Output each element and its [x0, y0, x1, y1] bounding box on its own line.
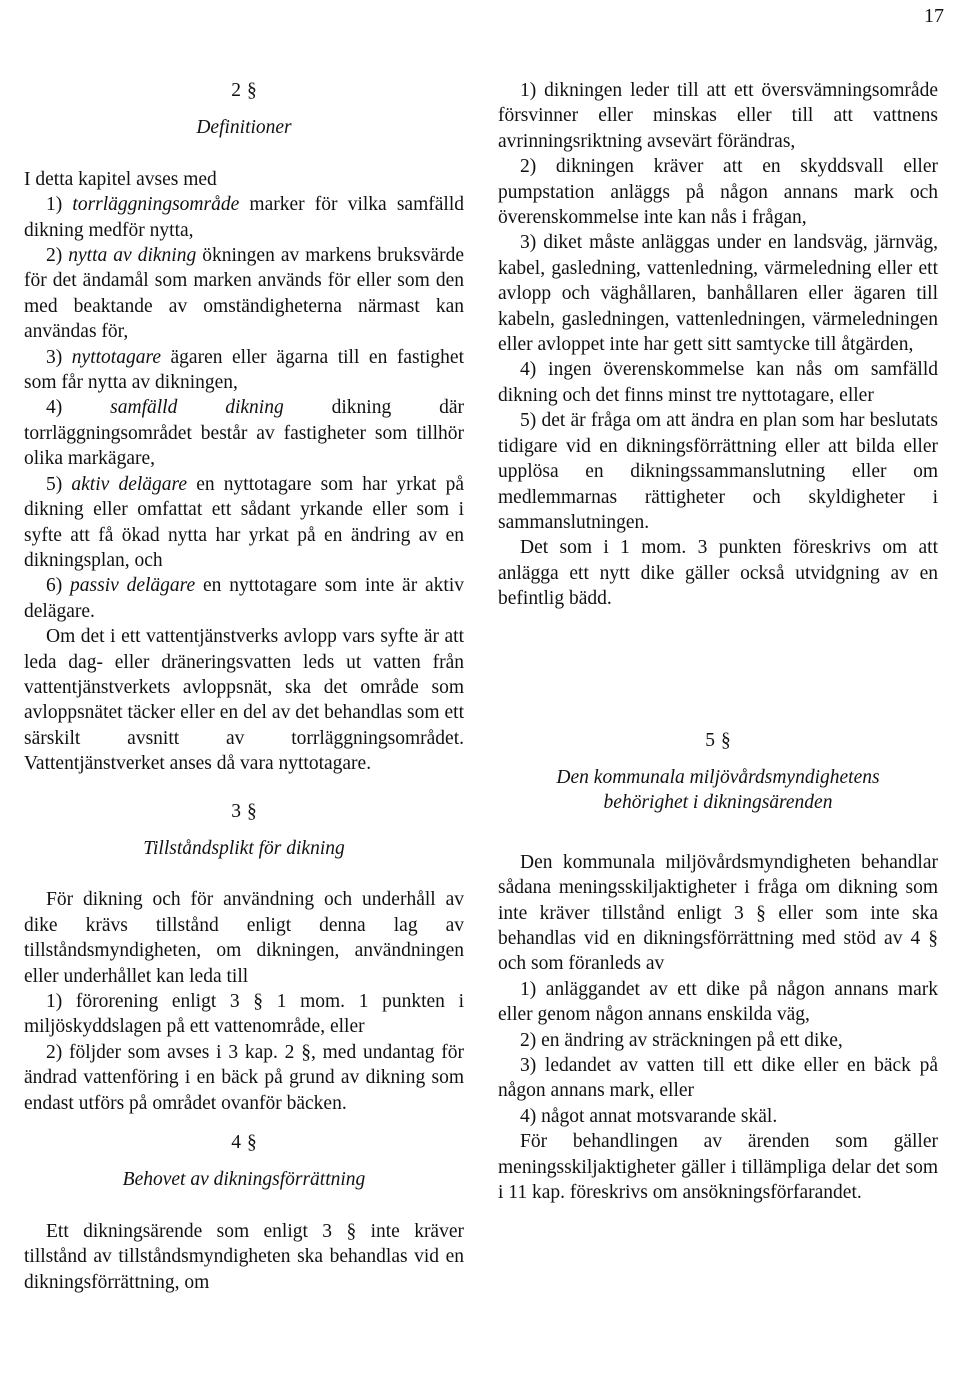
- definition-5: 5) aktiv delägare en nyttotagare som har yrkat på dikning eller omfattat ett sådant yrkande eller som i syfte att få ökad nytta har yrkat på en ändring av en dikningsplan, och: [24, 473, 464, 571]
- definition-text: marker för vilka samfälld dikning medför nytta,: [24, 194, 464, 241]
- right-column: [498, 78, 938, 1205]
- paragraph: Den kommunala miljövårdsmyndigheten behandlar sådana meningsskiljaktigheter i fråga om dikning som inte kräver tillstånd enligt 3 § eller som inte ska behandlas vid en dikningsförrättning med stöd av 4 § och som föranleds av: [498, 851, 938, 975]
- definition-1: 1) torrläggningsområde marker för vilka samfälld dikning medför nytta,: [24, 194, 464, 241]
- section-number: [24, 1130, 464, 1155]
- paragraph-vattentjanstverk: Om det i ett vattentjänstverks avlopp vars syfte är att leda dag- eller dräneringsvatten leds ut vatten från vattentjänstverkets avloppsnät, ska det område som avloppsnätet täcker eller en del av det behandlas som ett särskilt avsnitt av torrläggningsområdet. Vattentjänstverket anses då vara nyttotagare.: [24, 626, 464, 775]
- section-title: Behovet av dikningsförrättning: [122, 1169, 366, 1191]
- section-symbol: §: [721, 729, 731, 751]
- defined-term: samfälld dikning: [110, 397, 284, 419]
- list-item: 1) dikningen leder till att ett översvämningsområde försvinner eller minskas eller till att vattnens avrinningsriktning avsevärt förändras,: [498, 80, 938, 152]
- section-title: Tillståndsplikt för dikning: [143, 837, 345, 859]
- section-number: [24, 78, 464, 103]
- section-title-line: Den kommunala miljövårdsmyndighetens: [556, 766, 880, 788]
- defined-term: nyttotagare: [71, 346, 161, 368]
- definition-2: 2) nytta av dikning ökningen av markens bruksvärde för det ändamål som marken används för eller som den med beaktande av omständigheterna närmast kan användas för,: [24, 245, 464, 343]
- intro-paragraph: I detta kapitel avses med: [24, 168, 217, 190]
- section-number: [498, 728, 938, 753]
- section-4-start: [24, 1130, 464, 1295]
- section-symbol: §: [247, 80, 257, 101]
- list-item: 2) följder som avses i 3 kap. 2 §, med undantag för ändrad vattenföring i en bäck på grund av dikning som endast utförs på området ovanför bäcken.: [24, 1041, 464, 1114]
- definition-text: ägaren eller ägarna till en fastighet som får nytta av dikningen,: [24, 346, 465, 394]
- section-title: [498, 765, 938, 816]
- definition-4: 4) samfälld dikning dikning där torrläggningsområdet består av fastigheter som tillhör olika markägare,: [24, 397, 465, 470]
- paragraph: Det som i 1 mom. 3 punkten föreskrivs om att anlägga ett nytt dike gäller också utvidgning av en befintlig bädd.: [498, 537, 938, 610]
- list-item: 5) det är fråga om att ändra en plan som har beslutats tidigare vid en dikningsförrättning eller att bilda eller upplösa en dikningssammanslutning eller om medlemmarnas rättigheter och skyldigheter i sammanslutningen.: [498, 410, 938, 533]
- left-column: [24, 78, 464, 1295]
- page-number: 17: [924, 5, 944, 27]
- list-item: 3) ledandet av vatten till ett dike eller en bäck på någon annans mark, eller: [498, 1055, 938, 1102]
- list-item: 1) anläggandet av ett dike på någon annans mark eller genom någon annans enskilda väg,: [498, 978, 938, 1026]
- definition-text: dikning där torrläggningsområdet består av fastigheter som tillhör olika markägare,: [24, 397, 465, 470]
- list-item: 4) något annat motsvarande skäl.: [520, 1105, 778, 1127]
- section-title: Definitioner: [196, 117, 292, 139]
- section-symbol: §: [247, 800, 257, 822]
- defined-term: torrläggningsområde: [72, 194, 240, 216]
- definition-6: 6) passiv delägare en nyttotagare som inte är aktiv delägare.: [24, 575, 464, 622]
- list-item: 2) en ändring av sträckningen på ett dike,: [520, 1029, 843, 1051]
- section-symbol: §: [247, 1132, 257, 1154]
- definition-text: en nyttotagare som inte är aktiv delägare.: [24, 575, 464, 622]
- section-3: [24, 799, 464, 1116]
- definition-text: ökningen av markens bruksvärde för det ändamål som marken används för eller som den med beaktande av omständigheterna närmast kan användas för,: [24, 245, 464, 343]
- section-number-value: 3: [231, 800, 241, 822]
- paragraph: Ett dikningsärende som enligt 3 § inte kräver tillstånd av tillståndsmyndigheten ska behandlas vid en dikningsförrättning, om: [24, 1220, 464, 1293]
- paragraph: För behandlingen av ärenden som gäller meningsskiljaktigheter gäller i tillämpliga delar det som i 11 kap. föreskrivs om ansökningsförfarandet.: [498, 1131, 938, 1204]
- paragraph: För dikning och för användning och underhåll av dike krävs tillstånd enligt denna lag av tillståndsmyndigheten, om dikningen, användningen eller underhållet kan leda till: [24, 889, 464, 987]
- definition-3: 3) nyttotagare ägaren eller ägarna till en fastighet som får nytta av dikningen,: [24, 346, 465, 394]
- list-item: 3) diket måste anläggas under en landsväg, järnväg, kabel, gasledning, vattenledning, värmeledning eller ett avlopp och väghållaren, banhållaren eller ägaren till kabeln, gasledningen, vattenledningen, värmeledningen eller avloppet inte har gett sitt samtycke till åtgärden,: [498, 232, 938, 356]
- definition-text: en nyttotagare som har yrkat på dikning eller omfattat ett sådant yrkande eller som i syfte att få ökad nytta har yrkat på en ändring av en dikningsplan, och: [24, 473, 464, 571]
- section-2: [24, 78, 464, 777]
- defined-term: nytta av dikning: [68, 245, 197, 267]
- section-4-continued: [498, 78, 938, 612]
- section-number-value: 2: [231, 80, 241, 101]
- list-item: 4) ingen överenskommelse kan nås om samfälld dikning och det finns minst tre nyttotagare, eller: [498, 359, 938, 406]
- list-item: 1) förorening enligt 3 § 1 mom. 1 punkten i miljöskyddslagen på ett vattenområde, eller: [24, 991, 464, 1038]
- list-item: 2) dikningen kräver att en skyddsvall eller pumpstation anläggs på någon annans mark och överenskommelse inte kan nås i frågan,: [498, 156, 938, 229]
- section-5: [498, 728, 938, 1206]
- section-number-value: 5: [705, 729, 715, 751]
- defined-term: aktiv delägare: [71, 473, 188, 495]
- section-number-value: 4: [231, 1132, 241, 1154]
- section-title-line: behörighet i dikningsärenden: [603, 792, 833, 814]
- section-number: [24, 799, 464, 824]
- defined-term: passiv delägare: [70, 575, 196, 597]
